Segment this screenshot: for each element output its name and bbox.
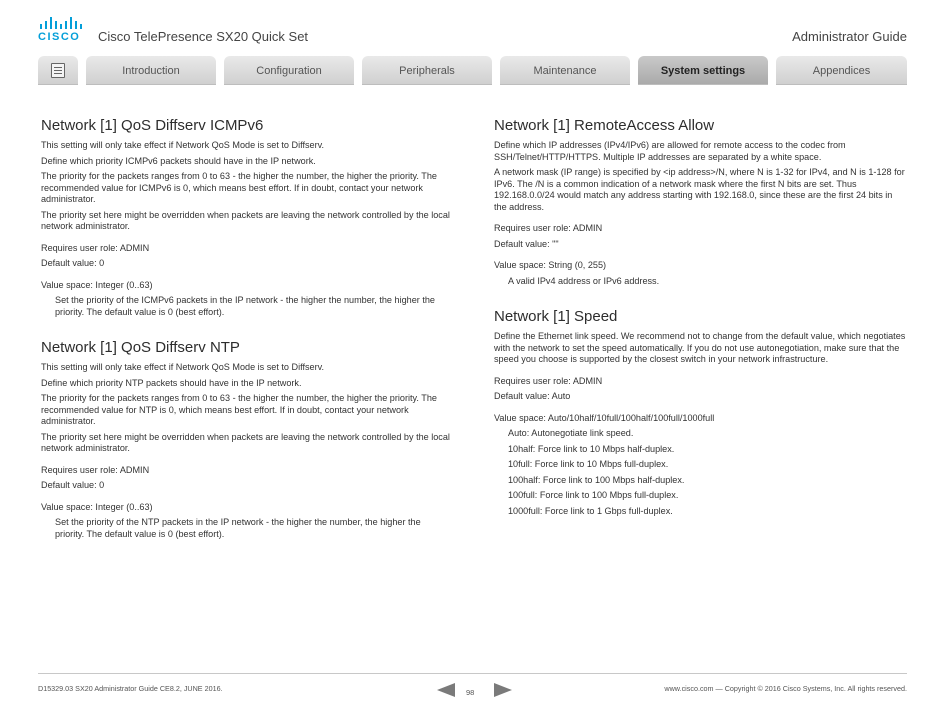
paragraph: A network mask (IP range) is specified by <ip address>/N, where N is 1-32 for IPv4, and N is 1-128 for IPv6. The /N is a common indication of a network mask where the first N bits are set. Thus 192.168.0.0/24 would match any address starting with 192.168.0, since these are the first 24 bits in the address.	[494, 167, 905, 212]
cisco-logo	[38, 17, 84, 43]
section-qos-diffserv-ntp	[41, 339, 451, 540]
paragraph: Define which priority NTP packets should have in the IP network.	[41, 377, 302, 388]
value-description: A valid IPv4 address or IPv6 address.	[508, 275, 660, 286]
paragraph: This setting will only take effect if Network QoS Mode is set to Diffserv.	[41, 362, 325, 372]
section-title: Network [1] Speed	[494, 308, 618, 325]
value-option: Auto: Autonegotiate link speed.	[508, 428, 634, 438]
right-column	[494, 117, 906, 521]
user-role: Requires user role: ADMIN	[41, 464, 150, 475]
default-value: Default value: 0	[41, 258, 105, 268]
paragraph: The priority for the packets ranges from 0 to 63 - the higher the number, the higher the priority. The recommended value for ICMPv6 is 0, which means best effort. If in doubt, contact your network administrator.	[41, 171, 437, 204]
left-column	[41, 117, 451, 544]
paragraph: Define the Ethernet link speed. We recommend not to change from the default value, which negotiates with the network to set the speed automatically. If you do not use autonegotiation, make sure that the speed you choose is supported by the closest switch in your network infrastructure.	[494, 331, 906, 364]
page-number: 98	[466, 688, 475, 697]
tab-table-of-contents[interactable]	[38, 56, 78, 85]
tab-peripherals[interactable]: Peripherals	[362, 56, 492, 85]
value-space: Value space: Integer (0..63)	[41, 279, 153, 290]
paragraph: The priority set here might be overridden when packets are leaving the network controlled by the local network administrator.	[41, 209, 450, 231]
section-remoteaccess-allow	[494, 117, 906, 287]
section-qos-diffserv-icmpv6	[41, 117, 451, 318]
value-option: 10half: Force link to 10 Mbps half-duplex.	[508, 443, 675, 454]
section-title: Network [1] RemoteAccess Allow	[494, 117, 715, 134]
user-role: Requires user role: ADMIN	[494, 375, 603, 386]
guide-title: Administrator Guide	[792, 29, 907, 44]
tab-appendices[interactable]: Appendices	[776, 56, 907, 85]
value-space: Value space: String (0, 255)	[494, 260, 607, 270]
paragraph: Define which priority ICMPv6 packets should have in the IP network.	[41, 155, 316, 166]
default-value: Default value: ""	[494, 238, 559, 249]
section-title: Network [1] QoS Diffserv ICMPv6	[41, 117, 264, 134]
footer-doc-id: D15329.03 SX20 Administrator Guide CE8.2, JUNE 2016.	[38, 684, 223, 693]
section-tabs	[38, 56, 907, 85]
value-space: Value space: Integer (0..63)	[41, 501, 153, 512]
section-network-speed	[494, 308, 906, 517]
default-value: Default value: 0	[41, 480, 105, 490]
value-space: Value space: Auto/10half/10full/100half/100full/1000full	[494, 412, 715, 423]
footer-divider	[38, 673, 907, 674]
section-title: Network [1] QoS Diffserv NTP	[41, 339, 240, 356]
cisco-logo-text: CISCO	[38, 31, 81, 43]
paragraph: The priority set here might be overridden when packets are leaving the network controlled by the local network administrator.	[41, 431, 450, 453]
tab-system-settings[interactable]: System settings	[638, 56, 768, 85]
default-value: Default value: Auto	[494, 391, 571, 401]
value-description: Set the priority of the NTP packets in the IP network - the higher the number, the higher the priority. The default value is 0 (best effort).	[55, 517, 421, 539]
next-page-arrow[interactable]	[494, 683, 512, 697]
value-description: Set the priority of the ICMPv6 packets in the IP network - the higher the number, the higher the priority. The default value is 0 (best effort).	[55, 295, 435, 317]
paragraph: The priority for the packets ranges from 0 to 63 - the higher the number, the higher the priority. The recommended value for NTP is 0, which means best effort. If in doubt, contact your network administrator.	[41, 393, 437, 426]
tab-introduction[interactable]: Introduction	[86, 56, 216, 85]
user-role: Requires user role: ADMIN	[41, 242, 150, 253]
value-option: 100full: Force link to 100 Mbps full-duplex.	[508, 490, 679, 500]
footer-copyright: www.cisco.com — Copyright © 2016 Cisco Systems, Inc. All rights reserved.	[664, 684, 907, 693]
tab-configuration[interactable]: Configuration	[224, 56, 354, 85]
tab-maintenance[interactable]: Maintenance	[500, 56, 630, 85]
product-title: Cisco TelePresence SX20 Quick Set	[98, 29, 309, 44]
previous-page-arrow[interactable]	[437, 683, 455, 697]
value-option: 100half: Force link to 100 Mbps half-duplex.	[508, 474, 685, 485]
toc-icon	[51, 63, 65, 78]
paragraph: This setting will only take effect if Network QoS Mode is set to Diffserv.	[41, 140, 325, 150]
value-option: 1000full: Force link to 1 Gbps full-duplex.	[508, 505, 673, 516]
paragraph: Define which IP addresses (IPv4/IPv6) are allowed for remote access to the codec from SSH/Telnet/HTTP/HTTPS. Multiple IP addresses are separated by a white space.	[494, 140, 846, 162]
value-option: 10full: Force link to 10 Mbps full-duplex.	[508, 459, 669, 469]
cisco-logo-bars	[40, 17, 84, 29]
user-role: Requires user role: ADMIN	[494, 223, 603, 233]
